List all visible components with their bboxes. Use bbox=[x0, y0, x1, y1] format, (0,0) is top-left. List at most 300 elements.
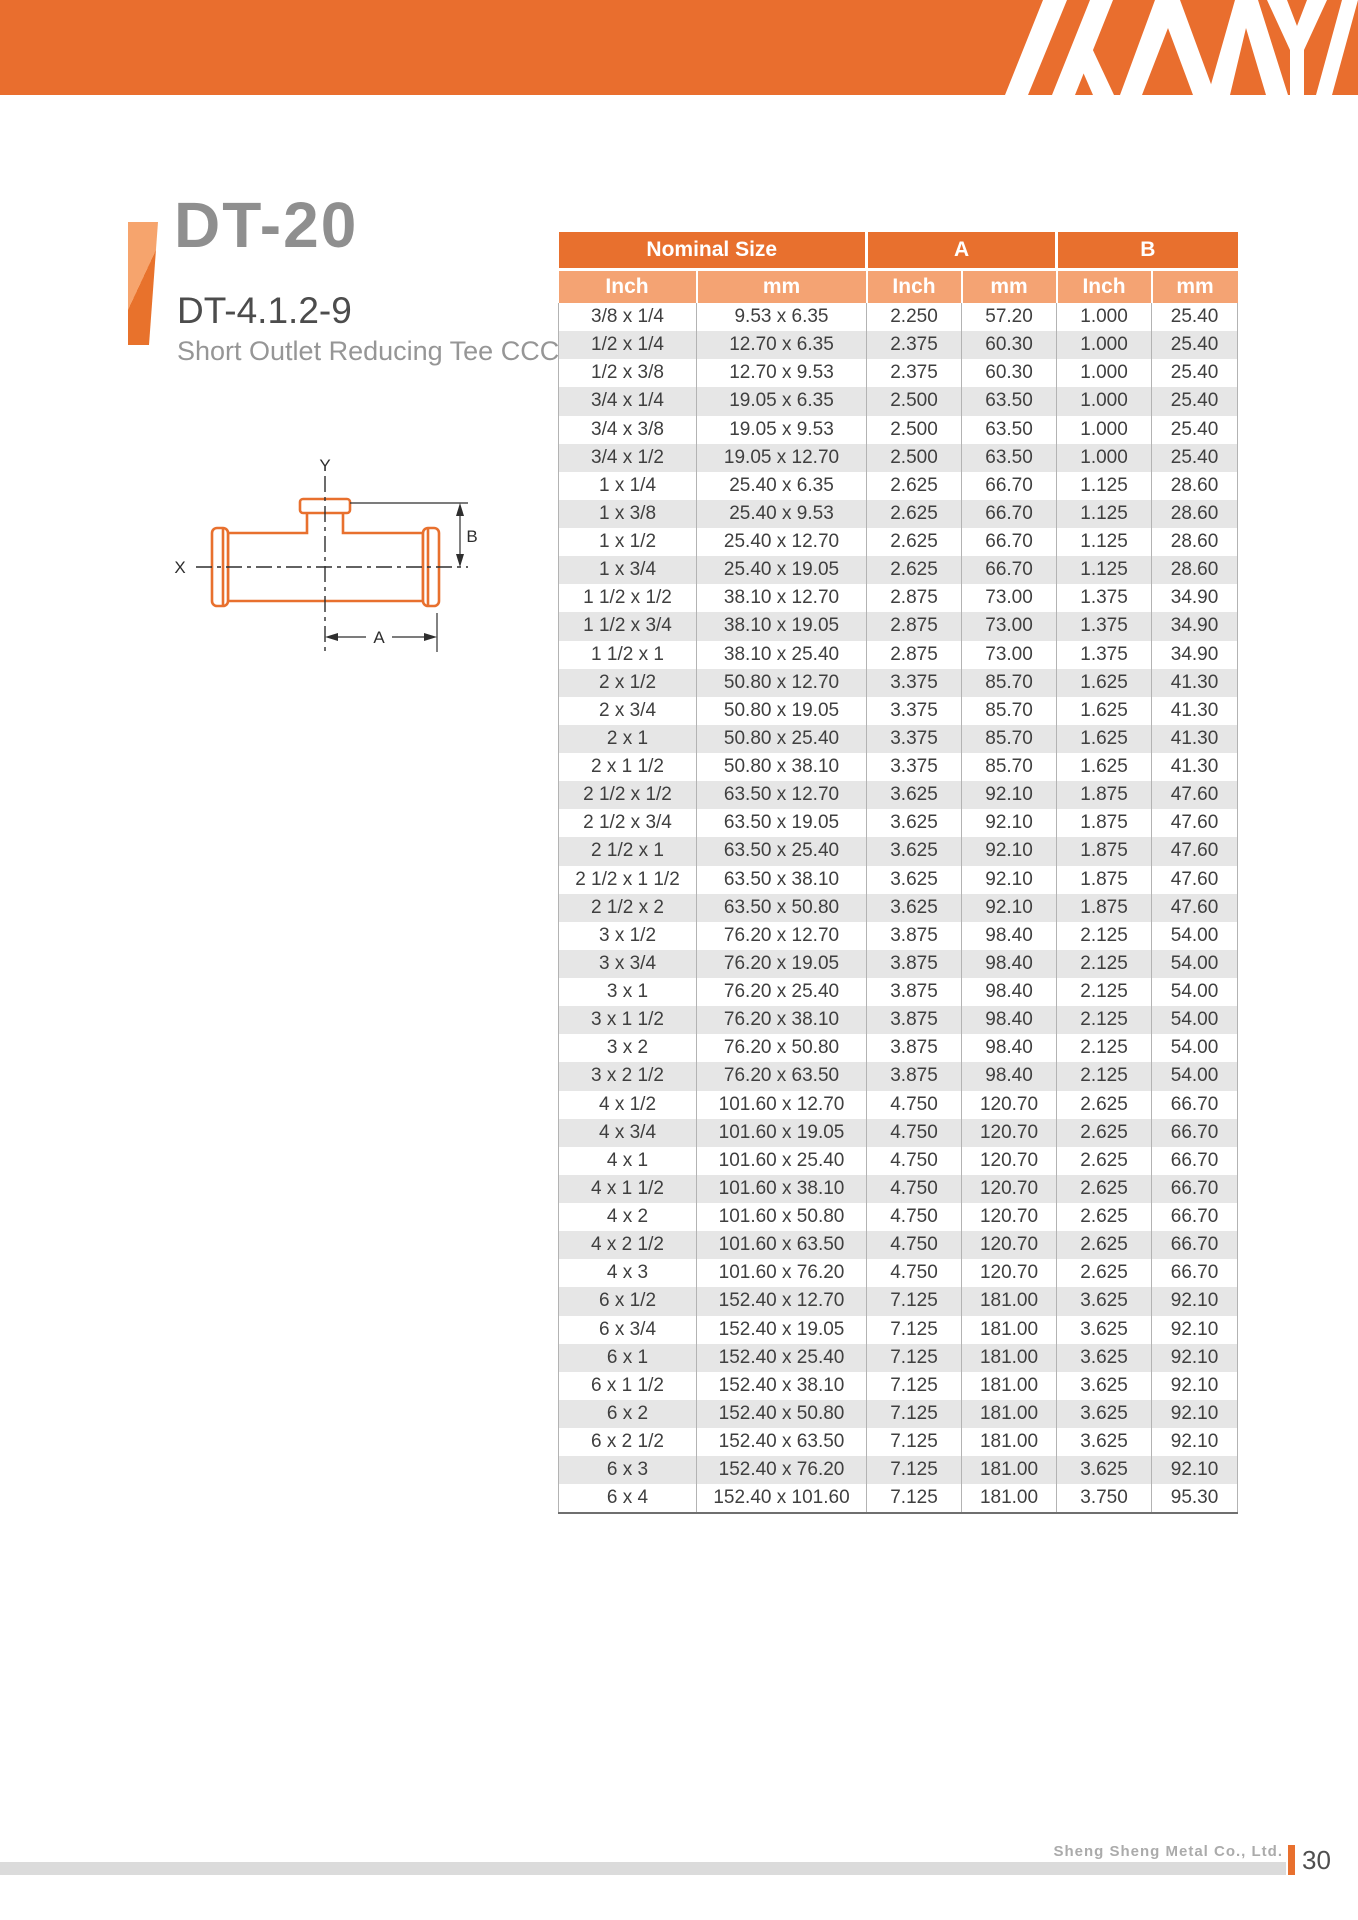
table-cell: 181.00 bbox=[962, 1484, 1057, 1513]
table-cell: 120.70 bbox=[962, 1203, 1057, 1231]
table-cell: 1.375 bbox=[1057, 584, 1152, 612]
table-cell: 4.750 bbox=[867, 1119, 962, 1147]
table-cell: 25.40 bbox=[1152, 303, 1238, 331]
table-cell: 85.70 bbox=[962, 697, 1057, 725]
table-cell: 1.125 bbox=[1057, 472, 1152, 500]
table-cell: 152.40 x 25.40 bbox=[697, 1344, 867, 1372]
table-cell: 3 x 1 1/2 bbox=[559, 1006, 697, 1034]
table-cell: 3.375 bbox=[867, 669, 962, 697]
table-cell: 6 x 1/2 bbox=[559, 1287, 697, 1315]
table-cell: 1.875 bbox=[1057, 894, 1152, 922]
table-cell: 1.000 bbox=[1057, 416, 1152, 444]
table-cell: 3 x 1 bbox=[559, 978, 697, 1006]
table-row bbox=[559, 1062, 1238, 1090]
table-cell: 60.30 bbox=[962, 331, 1057, 359]
col-group-nominal-size: Nominal Size bbox=[559, 232, 867, 270]
col-group-b: B bbox=[1057, 232, 1238, 270]
table-cell: 4.750 bbox=[867, 1259, 962, 1287]
dim-a-label: A bbox=[373, 628, 385, 647]
table-cell: 98.40 bbox=[962, 1062, 1057, 1090]
table-cell: 1.000 bbox=[1057, 444, 1152, 472]
table-cell: 4 x 2 bbox=[559, 1203, 697, 1231]
table-cell: 3.875 bbox=[867, 922, 962, 950]
table-cell: 66.70 bbox=[1152, 1091, 1238, 1119]
table-cell: 38.10 x 12.70 bbox=[697, 584, 867, 612]
table-cell: 57.20 bbox=[962, 303, 1057, 331]
table-cell: 2.625 bbox=[1057, 1259, 1152, 1287]
table-cell: 3 x 1/2 bbox=[559, 922, 697, 950]
table-cell: 3.625 bbox=[1057, 1428, 1152, 1456]
table-cell: 85.70 bbox=[962, 753, 1057, 781]
table-cell: 54.00 bbox=[1152, 922, 1238, 950]
table-cell: 2 x 1/2 bbox=[559, 669, 697, 697]
table-cell: 63.50 x 12.70 bbox=[697, 781, 867, 809]
table-row bbox=[559, 416, 1238, 444]
table-cell: 19.05 x 9.53 bbox=[697, 416, 867, 444]
table-row bbox=[559, 584, 1238, 612]
table-cell: 2.625 bbox=[867, 528, 962, 556]
table-cell: 2.875 bbox=[867, 612, 962, 640]
table-row bbox=[559, 612, 1238, 640]
table-cell: 4 x 3 bbox=[559, 1259, 697, 1287]
table-cell: 38.10 x 19.05 bbox=[697, 612, 867, 640]
table-body bbox=[559, 303, 1238, 1513]
table-cell: 1 1/2 x 1/2 bbox=[559, 584, 697, 612]
table-cell: 19.05 x 12.70 bbox=[697, 444, 867, 472]
table-row bbox=[559, 725, 1238, 753]
table-cell: 66.70 bbox=[1152, 1203, 1238, 1231]
table-cell: 73.00 bbox=[962, 641, 1057, 669]
table-cell: 1.875 bbox=[1057, 809, 1152, 837]
page-number: 30 bbox=[1302, 1845, 1331, 1875]
table-cell: 6 x 1 bbox=[559, 1344, 697, 1372]
table-cell: 181.00 bbox=[962, 1456, 1057, 1484]
table-cell: 3.375 bbox=[867, 697, 962, 725]
table-cell: 1.875 bbox=[1057, 866, 1152, 894]
table-cell: 2.125 bbox=[1057, 1034, 1152, 1062]
col-header-b-mm: mm bbox=[1152, 270, 1238, 304]
table-cell: 3 x 2 bbox=[559, 1034, 697, 1062]
title-accent-bar bbox=[128, 222, 158, 345]
table-cell: 120.70 bbox=[962, 1175, 1057, 1203]
table-cell: 98.40 bbox=[962, 922, 1057, 950]
table-cell: 1/2 x 1/4 bbox=[559, 331, 697, 359]
table-row bbox=[559, 781, 1238, 809]
table-cell: 28.60 bbox=[1152, 472, 1238, 500]
table-cell: 3.625 bbox=[867, 866, 962, 894]
table-cell: 101.60 x 19.05 bbox=[697, 1119, 867, 1147]
table-cell: 92.10 bbox=[962, 781, 1057, 809]
table-cell: 76.20 x 38.10 bbox=[697, 1006, 867, 1034]
table-row bbox=[559, 641, 1238, 669]
table-cell: 3/4 x 1/2 bbox=[559, 444, 697, 472]
table-cell: 152.40 x 12.70 bbox=[697, 1287, 867, 1315]
table-row bbox=[559, 1203, 1238, 1231]
table-cell: 101.60 x 63.50 bbox=[697, 1231, 867, 1259]
table-cell: 66.70 bbox=[1152, 1259, 1238, 1287]
table-cell: 1.000 bbox=[1057, 387, 1152, 415]
table-cell: 25.40 bbox=[1152, 387, 1238, 415]
dim-a-arrow-left bbox=[325, 633, 338, 641]
product-model: DT-4.1.2-9 bbox=[177, 290, 352, 331]
table-cell: 7.125 bbox=[867, 1287, 962, 1315]
table-cell: 3.375 bbox=[867, 725, 962, 753]
table-cell: 2.625 bbox=[867, 556, 962, 584]
table-cell: 7.125 bbox=[867, 1316, 962, 1344]
table-cell: 66.70 bbox=[962, 528, 1057, 556]
table-row bbox=[559, 1091, 1238, 1119]
tee-fitting-diagram bbox=[150, 360, 490, 660]
table-cell: 2.625 bbox=[1057, 1203, 1152, 1231]
table-cell: 66.70 bbox=[1152, 1119, 1238, 1147]
x-axis-label: X bbox=[174, 558, 186, 577]
table-cell: 2.125 bbox=[1057, 950, 1152, 978]
table-row bbox=[559, 1456, 1238, 1484]
col-header-nominal-mm: mm bbox=[697, 270, 867, 304]
table-cell: 92.10 bbox=[962, 837, 1057, 865]
table-cell: 92.10 bbox=[1152, 1316, 1238, 1344]
table-cell: 3.625 bbox=[1057, 1456, 1152, 1484]
footer-rule bbox=[0, 1862, 1286, 1875]
table-cell: 1.625 bbox=[1057, 697, 1152, 725]
table-cell: 3.625 bbox=[867, 837, 962, 865]
table-cell: 120.70 bbox=[962, 1119, 1057, 1147]
table-cell: 2.875 bbox=[867, 641, 962, 669]
table-cell: 47.60 bbox=[1152, 837, 1238, 865]
dim-b-arrow-up bbox=[456, 503, 464, 516]
table-cell: 152.40 x 50.80 bbox=[697, 1400, 867, 1428]
table-cell: 92.10 bbox=[1152, 1456, 1238, 1484]
table-cell: 2 x 1 1/2 bbox=[559, 753, 697, 781]
table-cell: 152.40 x 76.20 bbox=[697, 1456, 867, 1484]
table-cell: 101.60 x 38.10 bbox=[697, 1175, 867, 1203]
table-cell: 3.625 bbox=[1057, 1372, 1152, 1400]
table-cell: 1.125 bbox=[1057, 556, 1152, 584]
table-cell: 9.53 x 6.35 bbox=[697, 303, 867, 331]
table-row bbox=[559, 894, 1238, 922]
table-cell: 66.70 bbox=[1152, 1147, 1238, 1175]
table-cell: 1.875 bbox=[1057, 781, 1152, 809]
table-cell: 3.875 bbox=[867, 1062, 962, 1090]
table-cell: 3.625 bbox=[867, 809, 962, 837]
table-row bbox=[559, 303, 1238, 331]
table-row bbox=[559, 500, 1238, 528]
table-cell: 66.70 bbox=[1152, 1175, 1238, 1203]
product-name: Short Outlet Reducing Tee CCC bbox=[177, 336, 560, 366]
table-row bbox=[559, 753, 1238, 781]
table-cell: 4.750 bbox=[867, 1203, 962, 1231]
table-cell: 63.50 x 25.40 bbox=[697, 837, 867, 865]
table-cell: 98.40 bbox=[962, 950, 1057, 978]
table-row bbox=[559, 472, 1238, 500]
col-header-a-mm: mm bbox=[962, 270, 1057, 304]
table-cell: 63.50 bbox=[962, 444, 1057, 472]
table-cell: 76.20 x 12.70 bbox=[697, 922, 867, 950]
table-cell: 181.00 bbox=[962, 1400, 1057, 1428]
table-cell: 98.40 bbox=[962, 1034, 1057, 1062]
table-cell: 6 x 2 1/2 bbox=[559, 1428, 697, 1456]
table-cell: 28.60 bbox=[1152, 500, 1238, 528]
table-cell: 1.000 bbox=[1057, 331, 1152, 359]
table-cell: 50.80 x 12.70 bbox=[697, 669, 867, 697]
table-cell: 152.40 x 38.10 bbox=[697, 1372, 867, 1400]
table-cell: 41.30 bbox=[1152, 725, 1238, 753]
table-cell: 3.875 bbox=[867, 1034, 962, 1062]
table-cell: 3/8 x 1/4 bbox=[559, 303, 697, 331]
table-cell: 60.30 bbox=[962, 359, 1057, 387]
table-cell: 25.40 bbox=[1152, 416, 1238, 444]
table-cell: 181.00 bbox=[962, 1316, 1057, 1344]
table-cell: 2.375 bbox=[867, 359, 962, 387]
table-row bbox=[559, 1400, 1238, 1428]
table-cell: 50.80 x 25.40 bbox=[697, 725, 867, 753]
table-cell: 181.00 bbox=[962, 1428, 1057, 1456]
table-cell: 54.00 bbox=[1152, 1006, 1238, 1034]
col-header-a-inch: Inch bbox=[867, 270, 962, 304]
table-cell: 1 x 3/4 bbox=[559, 556, 697, 584]
table-cell: 152.40 x 63.50 bbox=[697, 1428, 867, 1456]
table-cell: 4 x 1/2 bbox=[559, 1091, 697, 1119]
table-row bbox=[559, 1428, 1238, 1456]
table-row bbox=[559, 1344, 1238, 1372]
table-cell: 2 1/2 x 2 bbox=[559, 894, 697, 922]
table-cell: 76.20 x 19.05 bbox=[697, 950, 867, 978]
table-cell: 101.60 x 76.20 bbox=[697, 1259, 867, 1287]
footer-company: Sheng Sheng Metal Co., Ltd. bbox=[1053, 1843, 1283, 1860]
top-banner bbox=[0, 0, 1358, 95]
group-header-row bbox=[559, 232, 1238, 270]
table-cell: 1.625 bbox=[1057, 753, 1152, 781]
table-cell: 181.00 bbox=[962, 1372, 1057, 1400]
table-header bbox=[559, 232, 1238, 303]
table-cell: 2.500 bbox=[867, 387, 962, 415]
table-cell: 4.750 bbox=[867, 1147, 962, 1175]
table-cell: 3.375 bbox=[867, 753, 962, 781]
table-cell: 1 x 1/4 bbox=[559, 472, 697, 500]
table-cell: 66.70 bbox=[962, 500, 1057, 528]
table-cell: 2 x 1 bbox=[559, 725, 697, 753]
table-row bbox=[559, 837, 1238, 865]
table-row bbox=[559, 1231, 1238, 1259]
table-cell: 4 x 3/4 bbox=[559, 1119, 697, 1147]
table-cell: 47.60 bbox=[1152, 809, 1238, 837]
table-cell: 2.125 bbox=[1057, 922, 1152, 950]
product-code: DT-20 bbox=[174, 189, 359, 261]
table-row bbox=[559, 1484, 1238, 1513]
table-cell: 1.375 bbox=[1057, 641, 1152, 669]
table-cell: 47.60 bbox=[1152, 866, 1238, 894]
table-row bbox=[559, 866, 1238, 894]
table-cell: 28.60 bbox=[1152, 528, 1238, 556]
table-cell: 92.10 bbox=[1152, 1428, 1238, 1456]
table-cell: 4 x 1 bbox=[559, 1147, 697, 1175]
table-row bbox=[559, 1119, 1238, 1147]
table-cell: 12.70 x 9.53 bbox=[697, 359, 867, 387]
table-cell: 63.50 bbox=[962, 387, 1057, 415]
table-row bbox=[559, 387, 1238, 415]
table-cell: 120.70 bbox=[962, 1231, 1057, 1259]
col-group-a: A bbox=[867, 232, 1057, 270]
table-cell: 34.90 bbox=[1152, 641, 1238, 669]
table-cell: 3/4 x 1/4 bbox=[559, 387, 697, 415]
table-cell: 47.60 bbox=[1152, 781, 1238, 809]
table-cell: 1 1/2 x 1 bbox=[559, 641, 697, 669]
table-cell: 95.30 bbox=[1152, 1484, 1238, 1513]
table-cell: 6 x 3 bbox=[559, 1456, 697, 1484]
table-cell: 54.00 bbox=[1152, 1034, 1238, 1062]
table-cell: 1 x 3/8 bbox=[559, 500, 697, 528]
table-cell: 50.80 x 38.10 bbox=[697, 753, 867, 781]
table-cell: 1 x 1/2 bbox=[559, 528, 697, 556]
table-cell: 92.10 bbox=[1152, 1344, 1238, 1372]
table-cell: 50.80 x 19.05 bbox=[697, 697, 867, 725]
table-cell: 92.10 bbox=[1152, 1400, 1238, 1428]
table-cell: 101.60 x 12.70 bbox=[697, 1091, 867, 1119]
table-cell: 41.30 bbox=[1152, 669, 1238, 697]
table-cell: 66.70 bbox=[962, 472, 1057, 500]
table-cell: 3 x 3/4 bbox=[559, 950, 697, 978]
table-cell: 6 x 1 1/2 bbox=[559, 1372, 697, 1400]
table-row bbox=[559, 1175, 1238, 1203]
table-cell: 4 x 2 1/2 bbox=[559, 1231, 697, 1259]
col-header-b-inch: Inch bbox=[1057, 270, 1152, 304]
table-cell: 2.625 bbox=[867, 500, 962, 528]
table-cell: 76.20 x 25.40 bbox=[697, 978, 867, 1006]
table-cell: 3/4 x 3/8 bbox=[559, 416, 697, 444]
table-cell: 76.20 x 50.80 bbox=[697, 1034, 867, 1062]
table-cell: 181.00 bbox=[962, 1344, 1057, 1372]
table-cell: 2.375 bbox=[867, 331, 962, 359]
table-cell: 7.125 bbox=[867, 1344, 962, 1372]
table-cell: 2.250 bbox=[867, 303, 962, 331]
col-header-nominal-inch: Inch bbox=[559, 270, 697, 304]
table-cell: 92.10 bbox=[962, 866, 1057, 894]
table-cell: 73.00 bbox=[962, 612, 1057, 640]
table-row bbox=[559, 978, 1238, 1006]
table-cell: 92.10 bbox=[1152, 1287, 1238, 1315]
table-cell: 1.625 bbox=[1057, 725, 1152, 753]
table-row bbox=[559, 922, 1238, 950]
table-cell: 101.60 x 50.80 bbox=[697, 1203, 867, 1231]
table-cell: 3.875 bbox=[867, 978, 962, 1006]
table-cell: 2.125 bbox=[1057, 1062, 1152, 1090]
table-cell: 6 x 3/4 bbox=[559, 1316, 697, 1344]
table-cell: 98.40 bbox=[962, 978, 1057, 1006]
table-cell: 4.750 bbox=[867, 1091, 962, 1119]
table-cell: 92.10 bbox=[962, 894, 1057, 922]
table-cell: 3.625 bbox=[1057, 1344, 1152, 1372]
table-cell: 38.10 x 25.40 bbox=[697, 641, 867, 669]
table-cell: 2.875 bbox=[867, 584, 962, 612]
table-cell: 3.750 bbox=[1057, 1484, 1152, 1513]
table-row bbox=[559, 556, 1238, 584]
table-cell: 7.125 bbox=[867, 1484, 962, 1513]
table-cell: 7.125 bbox=[867, 1456, 962, 1484]
table-cell: 25.40 bbox=[1152, 444, 1238, 472]
table-cell: 12.70 x 6.35 bbox=[697, 331, 867, 359]
table-row bbox=[559, 331, 1238, 359]
table-cell: 2.625 bbox=[1057, 1147, 1152, 1175]
table-cell: 2.625 bbox=[1057, 1175, 1152, 1203]
sub-header-row bbox=[559, 270, 1238, 304]
table-row bbox=[559, 528, 1238, 556]
table-cell: 101.60 x 25.40 bbox=[697, 1147, 867, 1175]
table-cell: 2 1/2 x 1 bbox=[559, 837, 697, 865]
table-cell: 2.125 bbox=[1057, 1006, 1152, 1034]
table-cell: 4 x 1 1/2 bbox=[559, 1175, 697, 1203]
table-cell: 25.40 bbox=[1152, 331, 1238, 359]
table-row bbox=[559, 444, 1238, 472]
table-cell: 25.40 x 6.35 bbox=[697, 472, 867, 500]
table-cell: 4.750 bbox=[867, 1175, 962, 1203]
table-cell: 85.70 bbox=[962, 669, 1057, 697]
table-cell: 2.125 bbox=[1057, 978, 1152, 1006]
table-cell: 3.625 bbox=[1057, 1400, 1152, 1428]
table-row bbox=[559, 669, 1238, 697]
table-cell: 25.40 x 19.05 bbox=[697, 556, 867, 584]
table-cell: 34.90 bbox=[1152, 584, 1238, 612]
table-cell: 25.40 x 9.53 bbox=[697, 500, 867, 528]
table-row bbox=[559, 1287, 1238, 1315]
table-cell: 2.625 bbox=[867, 472, 962, 500]
table-cell: 41.30 bbox=[1152, 697, 1238, 725]
table-cell: 1/2 x 3/8 bbox=[559, 359, 697, 387]
table-cell: 3.625 bbox=[1057, 1287, 1152, 1315]
dimension-a-lines bbox=[336, 613, 437, 652]
dim-a-arrow-right bbox=[424, 633, 437, 641]
table-cell: 66.70 bbox=[962, 556, 1057, 584]
table-cell: 7.125 bbox=[867, 1428, 962, 1456]
table-cell: 1.625 bbox=[1057, 669, 1152, 697]
table-cell: 2.625 bbox=[1057, 1119, 1152, 1147]
table-cell: 92.10 bbox=[1152, 1372, 1238, 1400]
table-cell: 41.30 bbox=[1152, 753, 1238, 781]
table-cell: 2.500 bbox=[867, 444, 962, 472]
table-cell: 2.625 bbox=[1057, 1231, 1152, 1259]
table-cell: 152.40 x 101.60 bbox=[697, 1484, 867, 1513]
dim-b-label: B bbox=[466, 527, 478, 546]
table-cell: 120.70 bbox=[962, 1091, 1057, 1119]
table-cell: 2 1/2 x 1 1/2 bbox=[559, 866, 697, 894]
table-cell: 66.70 bbox=[1152, 1231, 1238, 1259]
table-cell: 3.625 bbox=[867, 894, 962, 922]
table-cell: 54.00 bbox=[1152, 950, 1238, 978]
table-row bbox=[559, 1259, 1238, 1287]
table-cell: 120.70 bbox=[962, 1259, 1057, 1287]
table-cell: 181.00 bbox=[962, 1287, 1057, 1315]
table-cell: 2 1/2 x 1/2 bbox=[559, 781, 697, 809]
table-row bbox=[559, 359, 1238, 387]
table-cell: 34.90 bbox=[1152, 612, 1238, 640]
table-cell: 3 x 2 1/2 bbox=[559, 1062, 697, 1090]
table-cell: 3.625 bbox=[1057, 1316, 1152, 1344]
table-cell: 152.40 x 19.05 bbox=[697, 1316, 867, 1344]
table-cell: 63.50 x 50.80 bbox=[697, 894, 867, 922]
table-cell: 1 1/2 x 3/4 bbox=[559, 612, 697, 640]
table-cell: 54.00 bbox=[1152, 978, 1238, 1006]
table-cell: 120.70 bbox=[962, 1147, 1057, 1175]
table-cell: 1.125 bbox=[1057, 528, 1152, 556]
dim-b-arrow-down bbox=[456, 554, 464, 567]
table-cell: 85.70 bbox=[962, 725, 1057, 753]
spec-table bbox=[558, 232, 1238, 1514]
table-cell: 47.60 bbox=[1152, 894, 1238, 922]
table-cell: 19.05 x 6.35 bbox=[697, 387, 867, 415]
table-cell: 63.50 x 38.10 bbox=[697, 866, 867, 894]
table-cell: 25.40 x 12.70 bbox=[697, 528, 867, 556]
table-row bbox=[559, 1372, 1238, 1400]
table-row bbox=[559, 1006, 1238, 1034]
